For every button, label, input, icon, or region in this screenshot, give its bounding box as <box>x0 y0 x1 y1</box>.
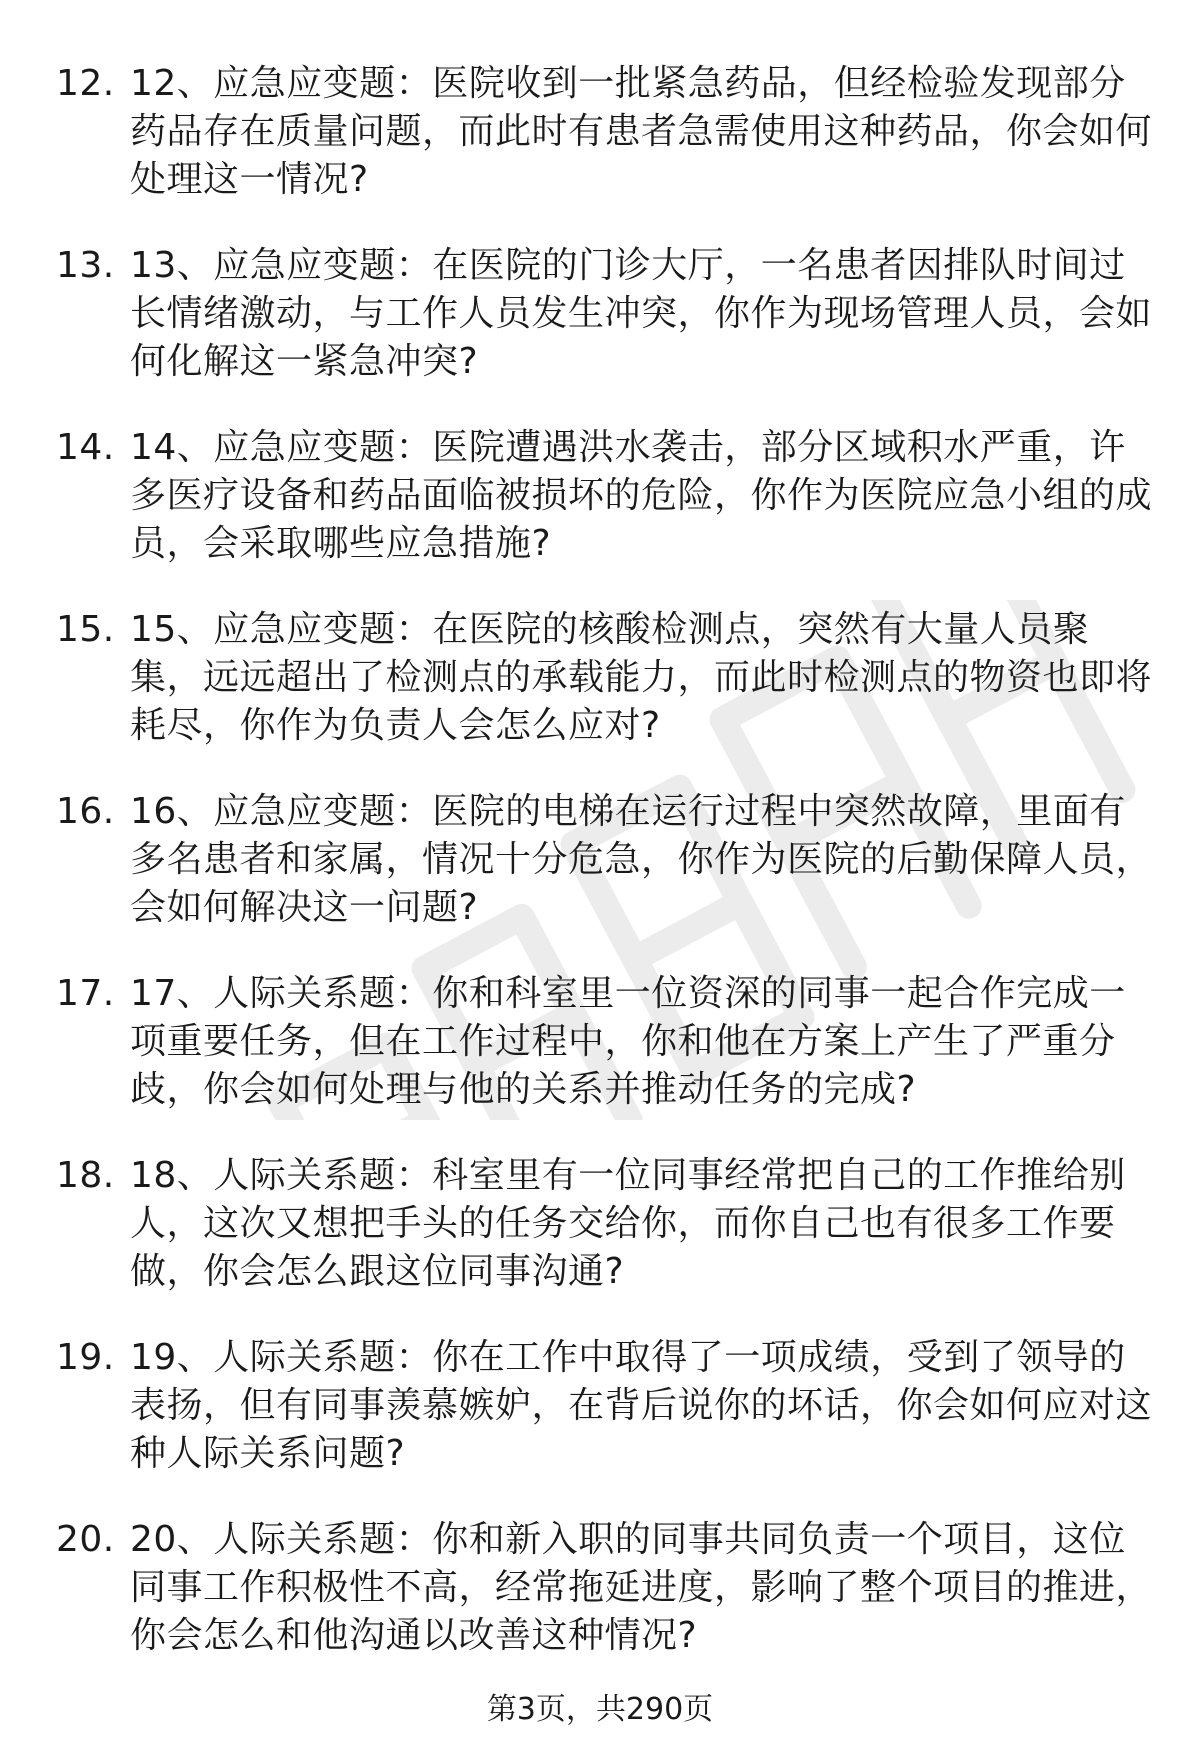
question-item <box>56 242 1156 386</box>
page-number-footer: 第3页，共290页 <box>486 1692 714 1727</box>
question-text: 18、人际关系题：科室里有一位同事经常把自己的工作推给别人，这次又想把手头的任务交给你，而你自己也有很多工作要做，你会怎么跟这位同事沟通? <box>130 1155 1126 1292</box>
question-text: 12、应急应变题：医院收到一批紧急药品，但经检验发现部分药品存在质量问题，而此时有患者急需使用这种药品，你会如何处理这一情况? <box>130 63 1153 200</box>
question-item <box>56 788 1156 932</box>
question-text: 14、应急应变题：医院遭遇洪水袭击，部分区域积水严重，许多医疗设备和药品面临被损坏的危险，你作为医院应急小组的成员，会采取哪些应急措施? <box>130 427 1153 564</box>
question-item <box>56 970 1156 1114</box>
question-item <box>56 1152 1156 1296</box>
question-item <box>56 1516 1156 1660</box>
question-number: 14. <box>56 427 115 468</box>
question-number: 18. <box>56 1155 115 1196</box>
question-number: 13. <box>56 245 115 286</box>
question-item <box>56 424 1156 568</box>
question-number: 17. <box>56 973 115 1014</box>
question-list <box>56 60 1156 1698</box>
question-text: 13、应急应变题：在医院的门诊大厅，一名患者因排队时间过长情绪激动，与工作人员发生冲突，你作为现场管理人员，会如何化解这一紧急冲突? <box>130 245 1153 382</box>
question-text: 16、应急应变题：医院的电梯在运行过程中突然故障，里面有多名患者和家属，情况十分危急，你作为医院的后勤保障人员，会如何解决这一问题? <box>130 791 1153 928</box>
question-item <box>56 1334 1156 1478</box>
question-item <box>56 60 1156 204</box>
question-text: 19、人际关系题：你在工作中取得了一项成绩，受到了领导的表扬，但有同事羡慕嫉妒，在背后说你的坏话，你会如何应对这种人际关系问题? <box>130 1337 1153 1474</box>
question-text: 20、人际关系题：你和新入职的同事共同负责一个项目，这位同事工作积极性不高，经常拖延进度，影响了整个项目的推进，你会怎么和他沟通以改善这种情况? <box>130 1519 1153 1656</box>
question-number: 16. <box>56 791 115 832</box>
question-number: 15. <box>56 609 115 650</box>
question-number: 12. <box>56 63 115 104</box>
question-text: 17、人际关系题：你和科室里一位资深的同事一起合作完成一项重要任务，但在工作过程中，你和他在方案上产生了严重分歧，你会如何处理与他的关系并推动任务的完成? <box>130 973 1126 1110</box>
question-number: 19. <box>56 1337 115 1378</box>
question-number: 20. <box>56 1519 115 1560</box>
question-item <box>56 606 1156 750</box>
question-text: 15、应急应变题：在医院的核酸检测点，突然有大量人员聚集，远远超出了检测点的承载能力，而此时检测点的物资也即将耗尽，你作为负责人会怎么应对? <box>130 609 1153 746</box>
